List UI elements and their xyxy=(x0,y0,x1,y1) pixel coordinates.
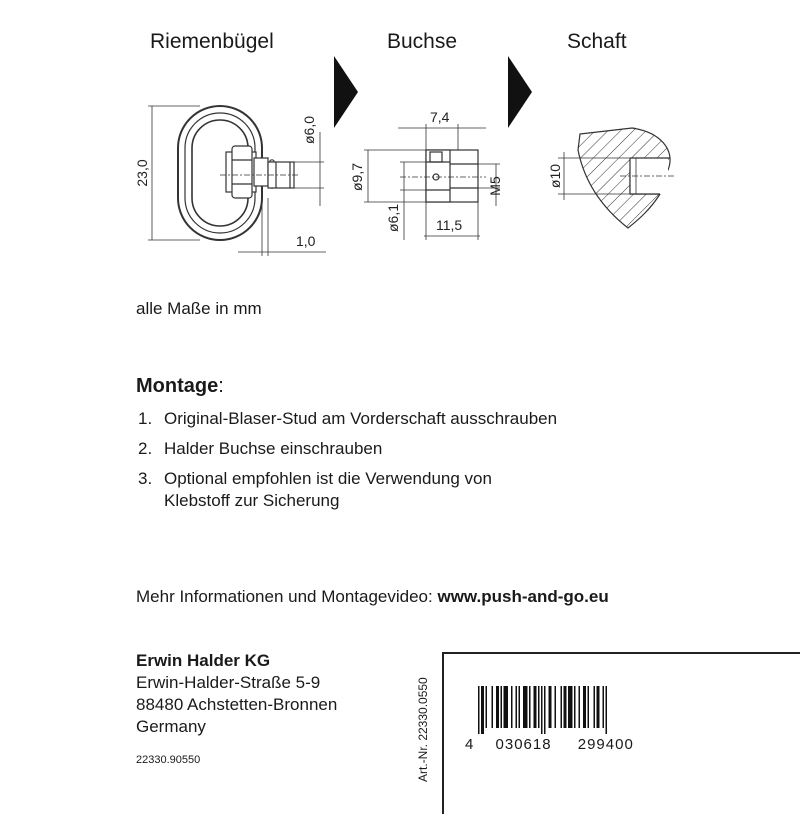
dim-dia-6: ø6,0 xyxy=(301,115,317,145)
units-note: alle Maße in mm xyxy=(136,299,262,318)
info-line xyxy=(136,586,609,608)
barcode-bar xyxy=(538,686,540,728)
arrow-right-icon xyxy=(508,56,532,128)
barcode xyxy=(478,686,662,734)
barcode-bar xyxy=(606,686,608,734)
company-country: Germany xyxy=(136,717,206,736)
montage-title: Montage xyxy=(136,375,219,397)
barcode-bar xyxy=(564,686,567,728)
barcode-bar xyxy=(579,686,581,728)
arrow-right-icon xyxy=(334,56,358,128)
step-text: Optional empfohlen ist die Verwendung von Klebstoff zur Sicherung xyxy=(164,469,492,510)
barcode-bar xyxy=(588,686,590,728)
list-item xyxy=(138,438,558,460)
barcode-bar xyxy=(496,686,499,728)
dim-dia-10: ø10 xyxy=(547,163,563,189)
barcode-bar xyxy=(486,686,488,728)
montage-steps xyxy=(138,408,558,520)
company-block xyxy=(136,650,337,738)
info-url-link[interactable]: www.push-and-go.eu xyxy=(437,587,609,606)
step-text: Halder Buchse einschrauben xyxy=(164,439,383,458)
barcode-digits xyxy=(465,736,634,753)
list-item xyxy=(138,408,558,430)
dim-w-7-4: 7,4 xyxy=(430,109,450,125)
step-number: 2. xyxy=(138,439,153,458)
dim-len-11-5: 11,5 xyxy=(436,217,463,233)
montage-heading xyxy=(136,375,224,398)
dim-dia-9-7: ø9,7 xyxy=(349,162,365,192)
barcode-bar xyxy=(478,686,480,734)
company-street: Erwin-Halder-Straße 5-9 xyxy=(136,673,321,692)
barcode-bar xyxy=(534,686,537,728)
barcode-bar xyxy=(523,686,528,728)
barcode-bar xyxy=(583,686,586,728)
bushing-drawing xyxy=(400,150,486,202)
technical-drawing xyxy=(0,0,800,280)
company-name: Erwin Halder KG xyxy=(136,651,271,670)
header-riemenbuegel: Riemenbügel xyxy=(150,30,274,53)
barcode-first-digit: 4 xyxy=(465,736,474,753)
dim-dia-6-1: ø6,1 xyxy=(385,203,401,233)
company-code: 22330.90550 xyxy=(136,754,201,766)
barcode-bar xyxy=(597,686,600,728)
barcode-bar xyxy=(594,686,596,728)
barcode-bar xyxy=(603,686,605,728)
step-number: 1. xyxy=(138,409,153,428)
barcode-bar xyxy=(516,686,518,728)
swivel-drawing xyxy=(178,106,300,240)
barcode-bar xyxy=(544,686,546,734)
dim-height-23: 23,0 xyxy=(134,159,150,187)
header-schaft: Schaft xyxy=(567,30,627,53)
barcode-bar xyxy=(501,686,503,728)
dim-len-1: 1,0 xyxy=(296,233,316,249)
barcode-bar xyxy=(561,686,563,728)
barcode-bar xyxy=(511,686,513,728)
stock-drawing xyxy=(578,128,676,228)
company-city: 88480 Achstetten-Bronnen xyxy=(136,695,338,714)
step-number: 3. xyxy=(138,469,153,488)
list-item xyxy=(138,468,558,512)
barcode-bar xyxy=(549,686,552,728)
barcode-bar xyxy=(504,686,509,728)
info-prefix: Mehr Informationen und Montagevideo: xyxy=(136,587,433,606)
barcode-bar xyxy=(529,686,531,728)
montage-colon: : xyxy=(218,375,224,397)
barcode-group-2: 299400 xyxy=(577,736,634,753)
barcode-bar xyxy=(555,686,557,728)
dim-thread-m5: M5 xyxy=(487,176,503,196)
barcode-bar xyxy=(568,686,573,728)
barcode-bar xyxy=(481,686,484,734)
header-buchse: Buchse xyxy=(387,30,458,53)
barcode-bar xyxy=(492,686,494,728)
barcode-group-1: 030618 xyxy=(495,736,552,753)
step-text: Original-Blaser-Stud am Vorderschaft ausschrauben xyxy=(164,409,558,428)
barcode-bar xyxy=(541,686,543,734)
barcode-bar xyxy=(574,686,576,728)
barcode-bar xyxy=(519,686,521,728)
article-number: Art.-Nr. 22330.0550 xyxy=(416,677,430,782)
